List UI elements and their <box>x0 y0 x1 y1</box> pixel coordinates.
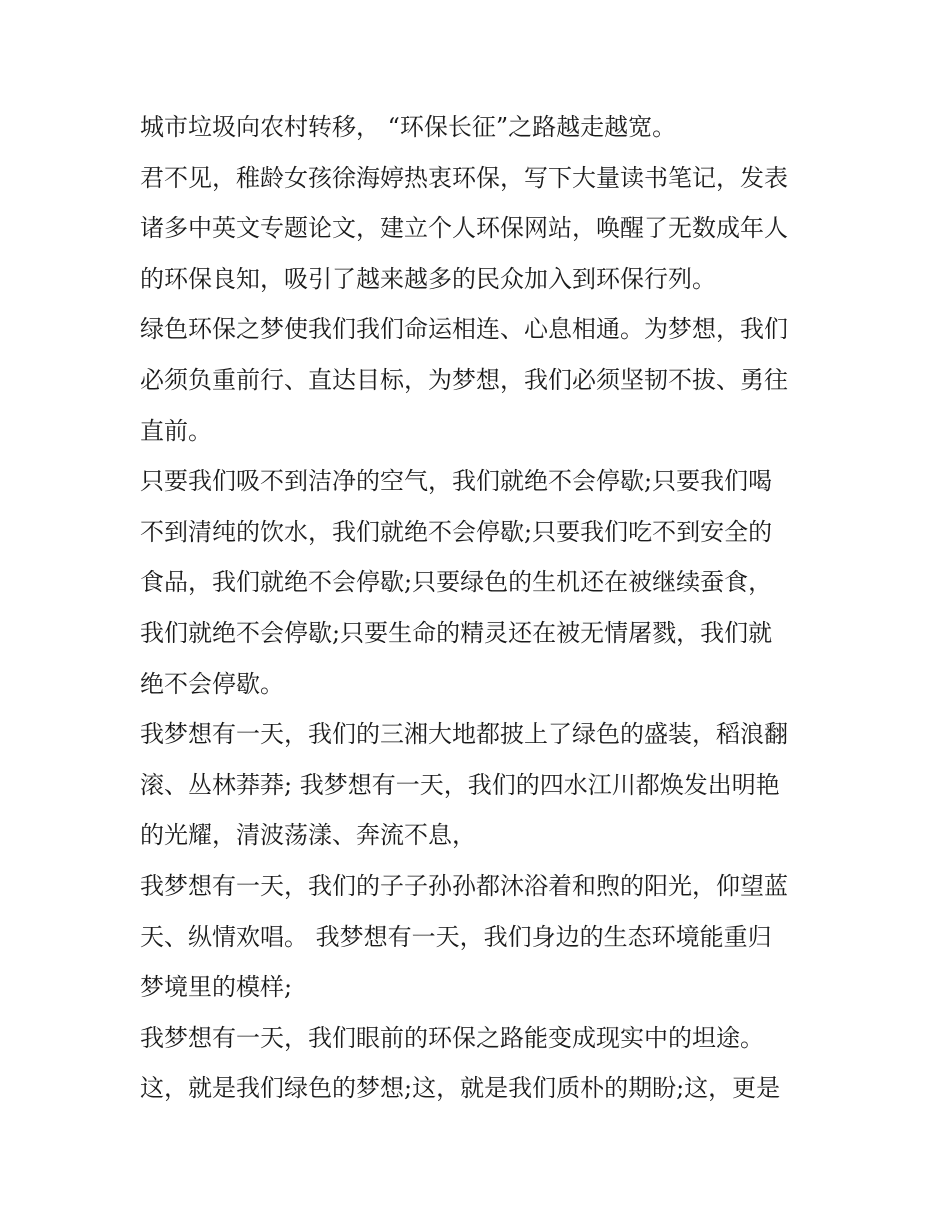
text-line: 绿色环保之梦使我们我们命运相连、心息相通。为梦想，我们 <box>140 315 788 344</box>
text-line: 我们就绝不会停歇;只要生命的精灵还在被无情屠戮，我们就 <box>140 618 773 647</box>
text-line: 君不见，稚龄女孩徐海婷热衷环保，写下大量读书笔记，发表 <box>140 163 788 192</box>
text-line: 不到清纯的饮水，我们就绝不会停歇;只要我们吃不到安全的 <box>140 517 773 546</box>
text-line: 食品，我们就绝不会停歇;只要绿色的生机还在被继续蚕食， <box>140 568 773 597</box>
text-line: 必须负重前行、直达目标，为梦想，我们必须坚韧不拔、勇往 <box>140 365 788 394</box>
text-line: 的光耀，清波荡漾、奔流不息， <box>140 821 476 850</box>
text-line: 我梦想有一天，我们的子子孙孙都沐浴着和煦的阳光，仰望蓝 <box>140 871 788 900</box>
text-line: 诸多中英文专题论文，建立个人环保网站，唤醒了无数成年人 <box>140 214 788 243</box>
text-line: 绝不会停歇。 <box>140 669 284 698</box>
text-line: 我梦想有一天，我们的三湘大地都披上了绿色的盛装，稻浪翻 <box>140 720 788 749</box>
body-text <box>140 102 820 1114</box>
text-line: 梦境里的模样; <box>140 973 293 1002</box>
text-line: 城市垃圾向农村转移， “环保长征”之路越走越宽。 <box>140 113 677 141</box>
text-line: 直前。 <box>140 416 212 445</box>
text-line: 这，就是我们绿色的梦想;这，就是我们质朴的期盼;这，更是 <box>140 1074 781 1103</box>
text-line: 我梦想有一天，我们眼前的环保之路能变成现实中的坦途。 <box>140 1023 764 1052</box>
text-line: 天、纵情欢唱。 我梦想有一天，我们身边的生态环境能重归 <box>140 922 772 951</box>
text-line: 只要我们吸不到洁净的空气，我们就绝不会停歇;只要我们喝 <box>140 467 773 496</box>
text-line: 滚、丛林莽莽; 我梦想有一天，我们的四水江川都焕发出明艳 <box>140 770 780 799</box>
text-line: 的环保良知，吸引了越来越多的民众加入到环保行列。 <box>140 264 716 293</box>
